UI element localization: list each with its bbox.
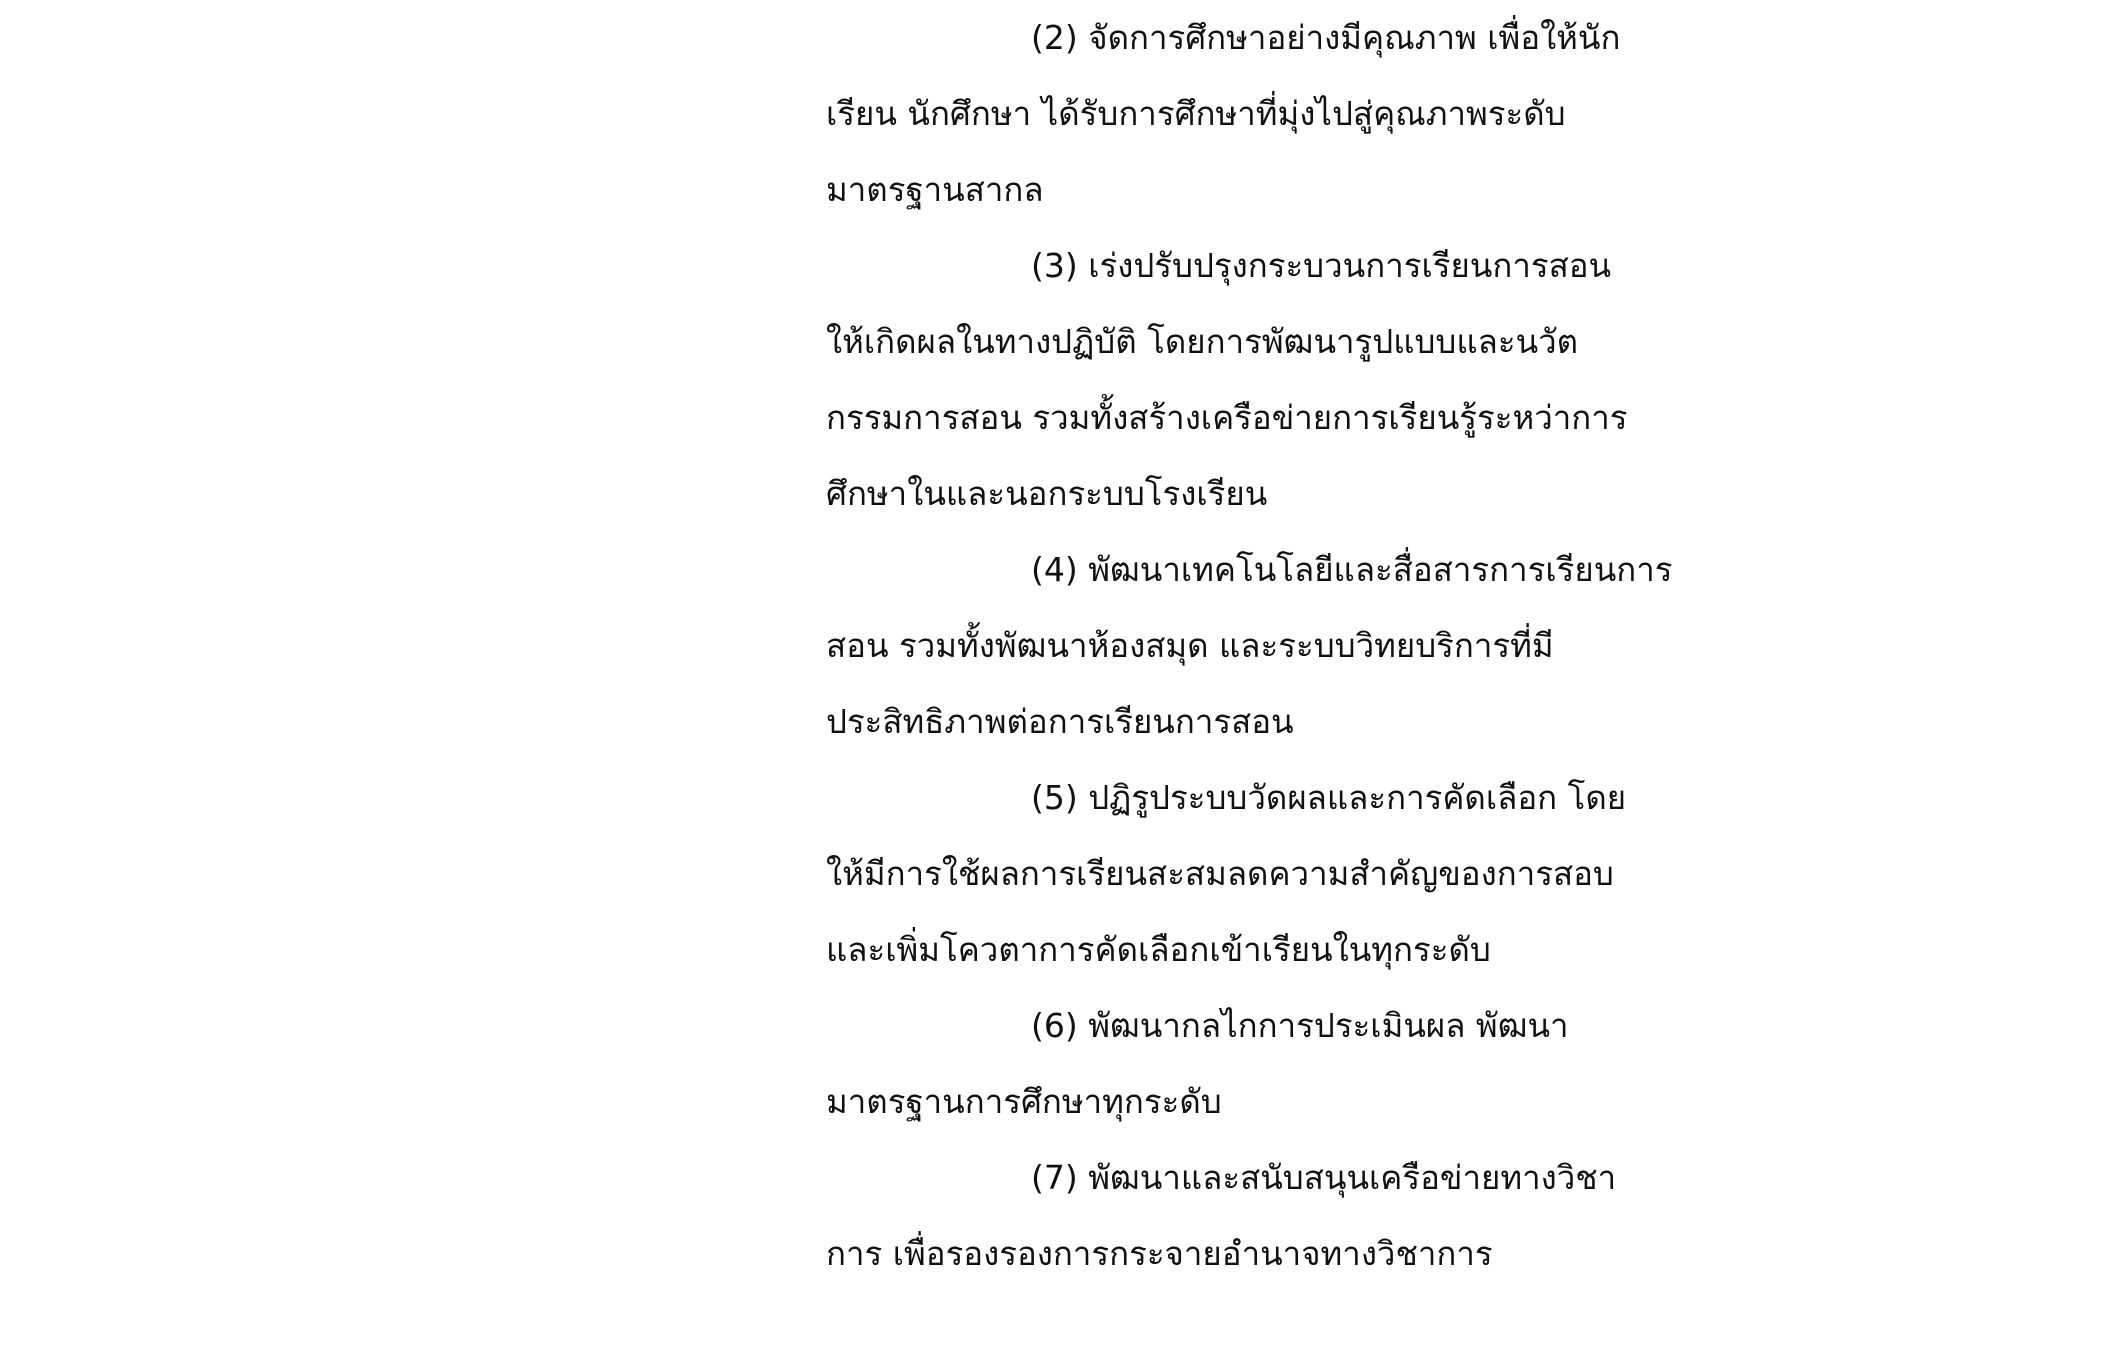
- paragraph-first-line: (5) ปฏิรูประบบวัดผลและการคัดเลือก โดย: [1031, 778, 1627, 817]
- paragraph-item-6: [826, 988, 2026, 1140]
- paragraph-line: กรรมการสอน รวมทั้งสร้างเครือข่ายการเรียนรู้ระหว่าการ: [826, 398, 1628, 437]
- paragraph-line: เรียน นักศึกษา ได้รับการศึกษาที่มุ่งไปสู่คุณภาพระดับ: [826, 94, 1566, 133]
- paragraph-line: มาตรฐานสากล: [826, 170, 1044, 209]
- paragraph-item-5: [826, 760, 2026, 988]
- paragraph-line: ประสิทธิภาพต่อการเรียนการสอน: [826, 702, 1294, 741]
- paragraph-first-line: (6) พัฒนากลไกการประเมินผล พัฒนา: [1031, 1006, 1569, 1045]
- paragraph-first-line: (4) พัฒนาเทคโนโลยีและสื่อสารการเรียนการ: [1031, 550, 1673, 589]
- paragraph-item-3: [826, 228, 2026, 532]
- paragraph-item-4: [826, 532, 2026, 760]
- document-body: [826, 0, 2026, 1292]
- paragraph-first-line: (3) เร่งปรับปรุงกระบวนการเรียนการสอน: [1031, 246, 1612, 285]
- paragraph-line: ให้มีการใช้ผลการเรียนสะสมลดความสำคัญของการสอบ: [826, 854, 1614, 893]
- paragraph-item-7: [826, 1140, 2026, 1292]
- paragraph-line: สอน รวมทั้งพัฒนาห้องสมุด และระบบวิทยบริการที่มี: [826, 626, 1554, 665]
- paragraph-first-line: (2) จัดการศึกษาอย่างมีคุณภาพ เพื่อให้นัก: [1031, 18, 1621, 57]
- paragraph-line: มาตรฐานการศึกษาทุกระดับ: [826, 1082, 1222, 1121]
- paragraph-item-2: [826, 0, 2026, 228]
- paragraph-line: และเพิ่มโควตาการคัดเลือกเข้าเรียนในทุกระดับ: [826, 930, 1491, 969]
- paragraph-line: ให้เกิดผลในทางปฏิบัติ โดยการพัฒนารูปแบบและนวัต: [826, 322, 1579, 361]
- paragraph-line: การ เพื่อรองรองการกระจายอำนาจทางวิชาการ: [826, 1234, 1493, 1273]
- paragraph-first-line: (7) พัฒนาและสนับสนุนเครือข่ายทางวิชา: [1031, 1158, 1617, 1197]
- paragraph-line: ศึกษาในและนอกระบบโรงเรียน: [826, 474, 1268, 513]
